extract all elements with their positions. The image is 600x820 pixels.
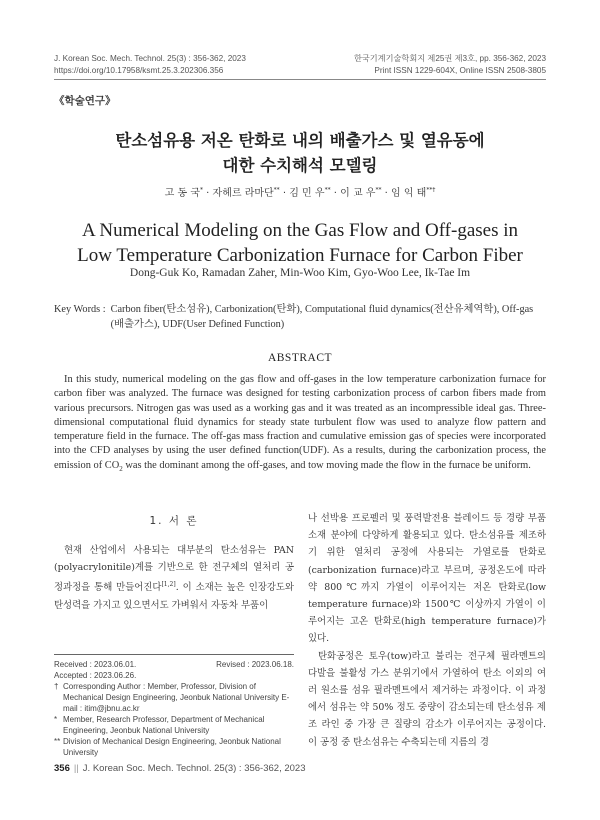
- page-number: 356: [54, 763, 70, 774]
- abstract-text-1: In this study, numerical modeling on the gas flow and off-gases in the low temperature carbonization furnace for carbon fiber was analyzed. The furnace was designed for testing carbonization process of carbon fibers made from various precursors. Nitrogen gas was used as a working gas and it was treated as an incompressible ideal gas. Three-dimensional computational fluid dynamics for steady state turbulent flow was used to analyze flow pattern and temperature field in the furnace. The off-gas mass fraction and cumulative emission gas of species were incorporated into the CFD analyses by using the user defined function(UDF). As a results, during the carbonization process, the emission of CO: [54, 374, 546, 471]
- doi-link[interactable]: https://doi.org/10.17958/ksmt.25.3.202306.356: [54, 65, 224, 75]
- title-english-line2: Low Temperature Carbonization Furnace for Carbon Fiber: [77, 245, 523, 266]
- author-ko-5: · 임 익 태: [384, 188, 427, 199]
- title-korean-line1: 탄소섬유용 저온 탄화로 내의 배출가스 및 열유동에: [115, 131, 485, 150]
- author-ko-4: · 이 교 우: [333, 188, 376, 199]
- author-mark-3: **: [324, 186, 331, 194]
- author-mark-5: **†: [426, 186, 436, 194]
- double-star-mark: **: [54, 737, 61, 746]
- issn-info: Print ISSN 1229-604X, Online ISSN 2508-3805: [374, 65, 546, 75]
- footnote-corresponding: [54, 681, 294, 714]
- page-footer: [54, 763, 305, 774]
- footer-citation: J. Korean Soc. Mech. Technol. 25(3) : 356-362, 2023: [82, 763, 306, 774]
- footnote-divider: [54, 654, 294, 655]
- footnote-research-professor: [54, 714, 294, 736]
- intro-left-text-a: 현재 산업에서 사용되는 대부분의 탄소섬유는 PAN (polyacrylonitile)계를 기반으로 한 전구체의 열처리 공정과정을 통해 만들어진다: [54, 545, 294, 594]
- title-korean: [40, 128, 560, 178]
- keywords-label: Key Words :: [54, 304, 106, 315]
- journal-citation-korean: 한국기계기술학회지 제25권 제3호, pp. 356-362, 2023: [353, 54, 546, 63]
- footnotes-block: [54, 659, 294, 758]
- keywords-block: [54, 303, 546, 332]
- footer-separator: ||: [73, 763, 79, 774]
- intro-paragraph-left: [54, 542, 294, 614]
- reference-citation[interactable]: [1,2]: [161, 581, 176, 589]
- received-date: Received : 2023.06.01.: [54, 660, 137, 669]
- keywords-text: Carbon fiber(탄소섬유), Carbonization(탄화), Computational fluid dynamics(전산유체역학), Off-gas (배출가스), UDF(User Defined Function): [110, 304, 534, 330]
- journal-citation: J. Korean Soc. Mech. Technol. 25(3) : 356-362, 2023: [54, 54, 246, 63]
- running-header-left: [54, 53, 246, 76]
- running-header-right: [354, 53, 546, 76]
- author-mark-1: *: [199, 186, 203, 194]
- title-korean-line2: 대한 수치해석 모델링: [222, 156, 378, 175]
- title-english: [40, 218, 560, 268]
- abstract-text-2: was the dominant among the off-gases, and tow moving made the flow in the furnace be uniform.: [122, 459, 531, 471]
- corresponding-author-text: Corresponding Author : Member, Professor, Division of Mechanical Design Engineering, Jeonbuk National University E-mail : itim@jbnu.ac.kr: [63, 682, 290, 713]
- author-ko-1: 고 동 국: [164, 188, 200, 199]
- author-mark-2: **: [273, 186, 280, 194]
- section-heading-introduction: 1. 서 론: [149, 515, 199, 527]
- dagger-mark: †: [54, 682, 59, 691]
- author-ko-3: · 김 민 우: [282, 188, 325, 199]
- author-mark-4: **: [375, 186, 382, 194]
- footnote-dates-row: [54, 659, 294, 670]
- abstract-subscript: 2: [119, 464, 123, 473]
- article-category: 《학술연구》: [54, 95, 116, 107]
- intro-paragraph-right-1: 나 선박용 프로펠러 및 풍력발전용 블레이드 등 경량 부품소재 분야에 다양하게 활용되고 있다. 탄소섬유를 제조하기 위한 열처리 공정에 사용되는 가열로를 탄화로(carbonization furnace)라고 부르며, 공정온도에 따라 약 800℃까지 가열이 이루어지는 저온 탄화로(low temperature furnace)와 1500℃ 이상까지 가열이 이루어지는 고온 탄화로(high temperature furnace)가 있다.: [308, 513, 546, 645]
- title-english-line1: A Numerical Modeling on the Gas Flow and Off-gases in: [81, 220, 519, 241]
- intro-paragraph-right-2: 탄화공정은 토우(tow)라고 불리는 전구체 필라멘트의 다발을 불활성 가스 분위기에서 가열하여 탄소 이외의 여러 원소를 섬유 필라멘트에서 제거하는 과정이다. 이 과정에서 섬유는 약 50% 정도 중량이 감소되는데 탄소섬유 제조 라인 중 가장 큰 질량의 감소가 이루어지는 공정이다. 이 공정 중 탄소섬유는 수축되는데 지름의 경: [308, 650, 546, 748]
- footnote-division: [54, 736, 294, 758]
- authors-korean: [40, 184, 560, 199]
- revised-date: Revised : 2023.06.18.: [216, 660, 294, 669]
- abstract-body: [54, 373, 546, 476]
- research-professor-text: Member, Research Professor, Department of Mechanical Engineering, Jeonbuk National University: [63, 715, 265, 735]
- accepted-date: Accepted : 2023.06.26.: [54, 671, 137, 680]
- abstract-heading: ABSTRACT: [267, 352, 333, 364]
- authors-english: Dong-Guk Ko, Ramadan Zaher, Min-Woo Kim, Gyo-Woo Lee, Ik-Tae Im: [129, 267, 471, 279]
- intro-left-text-b: . 이 소재는 높은 인장강도와 탄성력을 가지고 있으면서도 가벼워서 자동차 부품이: [54, 582, 294, 611]
- intro-column-right: [308, 510, 546, 751]
- star-mark: *: [54, 715, 58, 724]
- header-divider: [54, 79, 546, 80]
- division-text: Division of Mechanical Design Engineering, Jeonbuk National University: [63, 737, 281, 757]
- author-ko-2: · 자헤르 라마단: [206, 188, 274, 199]
